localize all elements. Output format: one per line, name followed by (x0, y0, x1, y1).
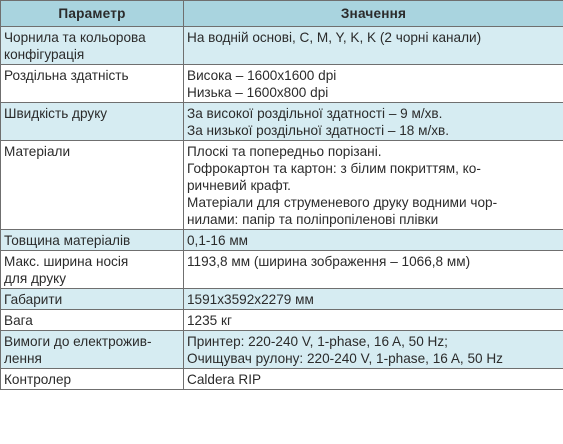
parameter-text: Вимоги до електрожив- (4, 334, 152, 349)
table-row (1, 230, 563, 251)
header-value: Значення (184, 1, 563, 27)
value-text: За високої роздільної здатності – 9 м/хв. (187, 106, 443, 121)
parameter-cell (1, 251, 184, 289)
value-cell (184, 103, 563, 141)
table-row (1, 331, 563, 369)
parameter-text: Габарити (4, 292, 63, 307)
value-text: Низька – 1600x800 dpi (187, 85, 329, 100)
value-text: Очищувач рулону: 220-240 V, 1-phase, 16 A, 50 Hz (187, 351, 503, 366)
value-text: Принтер: 220-240 V, 1-phase, 16 A, 50 Hz; (187, 334, 448, 349)
parameter-cell (1, 289, 184, 310)
header-parameter: Параметр (1, 1, 184, 27)
value-text: 0,1-16 мм (187, 233, 249, 248)
parameter-text: Роздільна здатність (4, 68, 129, 83)
parameter-cell (1, 65, 184, 103)
value-text: нилами: папір та поліпропіленові плівки (187, 212, 439, 227)
parameter-cell (1, 331, 184, 369)
parameter-text: Вага (4, 313, 33, 328)
value-text: Висока – 1600x1600 dpi (187, 68, 337, 83)
table-row (1, 27, 563, 65)
table-row (1, 369, 563, 390)
table-row (1, 103, 563, 141)
header-row (1, 1, 563, 27)
value-text: Матеріали для струменевого друку водними чор- (187, 195, 498, 210)
parameter-text: Чорнила та кольорова (4, 30, 146, 45)
value-text: 1193,8 мм (ширина зображення – 1066,8 мм) (187, 254, 471, 269)
value-text: 1591x3592x2279 мм (187, 292, 314, 307)
table-body (1, 27, 563, 390)
table-row (1, 289, 563, 310)
parameter-cell (1, 230, 184, 251)
value-cell (184, 331, 563, 369)
value-cell (184, 310, 563, 331)
value-text: Плоскі та попередньо порізані. (187, 144, 382, 159)
value-text: За низької роздільної здатності – 18 м/хв. (187, 123, 450, 138)
parameter-text: Швидкість друку (4, 106, 108, 121)
value-text: Caldera RIP (187, 372, 262, 387)
table-row (1, 65, 563, 103)
table-row (1, 310, 563, 331)
value-cell (184, 230, 563, 251)
table-row (1, 141, 563, 230)
value-cell (184, 65, 563, 103)
value-cell (184, 27, 563, 65)
value-text: 1235 кг (187, 313, 232, 328)
value-text: Гофрокартон та картон: з білим покриттям, ко- (187, 161, 481, 176)
parameter-text: лення (4, 351, 42, 366)
parameter-cell (1, 369, 184, 390)
parameter-text: Макс. ширина носія (4, 254, 129, 269)
parameter-text: Контролер (4, 372, 72, 387)
value-cell (184, 289, 563, 310)
parameter-text: для друку (4, 271, 67, 286)
value-cell (184, 141, 563, 230)
table-header (1, 1, 563, 27)
parameter-cell (1, 27, 184, 65)
value-text: ричневий крафт. (187, 178, 291, 193)
parameter-text: конфігурація (4, 47, 85, 62)
parameter-text: Товщина матеріалів (4, 233, 131, 248)
parameter-cell (1, 310, 184, 331)
table-row (1, 251, 563, 289)
parameter-text: Матеріали (4, 144, 71, 159)
value-cell (184, 251, 563, 289)
value-cell (184, 369, 563, 390)
parameter-cell (1, 141, 184, 230)
parameter-cell (1, 103, 184, 141)
value-text: На водній основі, C, M, Y, K, K (2 чорні канали) (187, 30, 482, 45)
